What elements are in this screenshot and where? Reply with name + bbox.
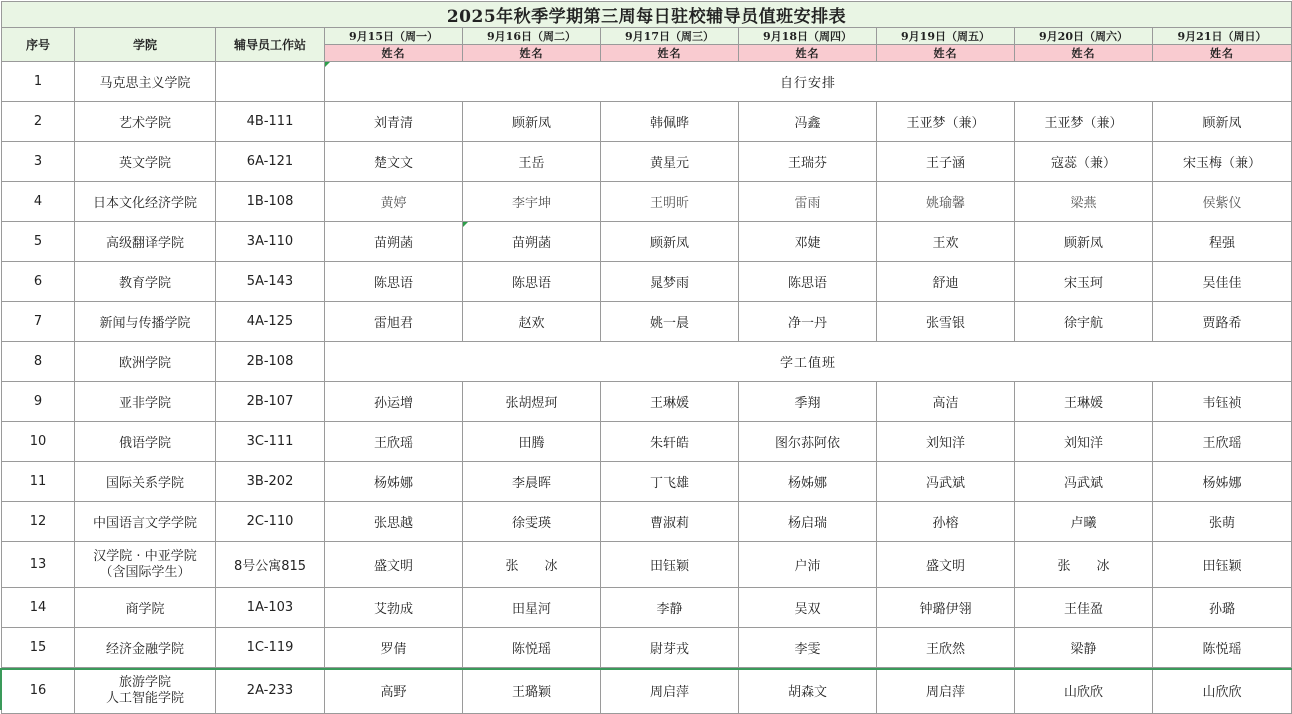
duty-name-fri[interactable]: 周启萍 [877,668,1015,714]
college-cell[interactable]: 国际关系学院 [75,462,216,502]
duty-name-mon[interactable]: 黄婷 [325,182,463,222]
seq-cell[interactable]: 4 [2,182,75,222]
college-cell[interactable]: 马克思主义学院 [75,62,216,102]
duty-name-sun[interactable]: 陈悦瑶 [1153,628,1292,668]
seq-cell[interactable]: 6 [2,262,75,302]
duty-name-wed[interactable]: 尉芽戎 [601,628,739,668]
duty-name-thu[interactable]: 冯鑫 [739,102,877,142]
duty-name-fri[interactable]: 冯武斌 [877,462,1015,502]
duty-name-mon[interactable]: 罗倩 [325,628,463,668]
duty-name-sat[interactable]: 徐宇航 [1015,302,1153,342]
college-cell[interactable] [75,542,216,588]
seq-cell[interactable]: 15 [2,628,75,668]
college-cell[interactable] [75,668,216,714]
office-cell[interactable]: 4A-125 [216,302,325,342]
name-header-tue: 姓名 [463,45,601,62]
date-header-sun: 9月21日（周日） [1153,28,1292,45]
duty-name-fri[interactable]: 盛文明 [877,542,1015,588]
duty-name-wed[interactable]: 王明昕 [601,182,739,222]
office-cell[interactable]: 4B-111 [216,102,325,142]
seq-cell[interactable]: 8 [2,342,75,382]
duty-name-thu[interactable]: 陈思语 [739,262,877,302]
duty-name-wed[interactable]: 王琳媛 [601,382,739,422]
table-row[interactable] [2,62,1292,102]
seq-cell[interactable]: 16 [2,668,75,714]
duty-name-wed[interactable]: 姚一晨 [601,302,739,342]
duty-name-thu[interactable]: 邓婕 [739,222,877,262]
duty-name-mon[interactable]: 楚文文 [325,142,463,182]
duty-name-sat[interactable]: 顾新凤 [1015,222,1153,262]
duty-name-wed[interactable]: 田钰颖 [601,542,739,588]
college-cell[interactable]: 高级翻译学院 [75,222,216,262]
seq-cell[interactable]: 14 [2,588,75,628]
duty-name-thu[interactable]: 杨姊娜 [739,462,877,502]
duty-name-tue[interactable]: 徐雯瑛 [463,502,601,542]
name-header-mon: 姓名 [325,45,463,62]
duty-name-mon[interactable]: 张思越 [325,502,463,542]
seq-cell[interactable]: 13 [2,542,75,588]
duty-name-tue[interactable]: 田腾 [463,422,601,462]
duty-name-thu[interactable]: 净一丹 [739,302,877,342]
college-cell[interactable]: 教育学院 [75,262,216,302]
duty-name-mon[interactable]: 雷旭君 [325,302,463,342]
table-row[interactable] [2,222,1292,262]
duty-name-thu[interactable]: 户沛 [739,542,877,588]
duty-name-fri[interactable]: 钟璐伊翎 [877,588,1015,628]
duty-name-wed[interactable]: 李静 [601,588,739,628]
table-row[interactable] [2,542,1292,588]
duty-name-tue[interactable]: 李宇坤 [463,182,601,222]
duty-name-mon[interactable]: 杨姊娜 [325,462,463,502]
duty-schedule-table [1,1,1292,714]
header-seq: 序号 [2,28,75,62]
duty-name-wed[interactable]: 周启萍 [601,668,739,714]
duty-name-sat[interactable]: 冯武斌 [1015,462,1153,502]
seq-cell[interactable]: 9 [2,382,75,422]
duty-name-tue[interactable]: 张 冰 [463,542,601,588]
name-header-sun: 姓名 [1153,45,1292,62]
name-header-fri: 姓名 [877,45,1015,62]
name-header-sat: 姓名 [1015,45,1153,62]
duty-name-sun[interactable]: 吴佳佳 [1153,262,1292,302]
duty-name-tue[interactable]: 赵欢 [463,302,601,342]
duty-name-sat[interactable]: 王亚梦（兼） [1015,102,1153,142]
office-cell[interactable]: 1B-108 [216,182,325,222]
date-header-mon: 9月15日（周一） [325,28,463,45]
duty-name-fri[interactable]: 王欢 [877,222,1015,262]
table-row[interactable] [2,382,1292,422]
table-row[interactable] [2,302,1292,342]
duty-name-mon[interactable]: 王欣瑶 [325,422,463,462]
table-row[interactable] [2,142,1292,182]
duty-name-sun[interactable]: 王欣瑶 [1153,422,1292,462]
duty-name-thu[interactable]: 王瑞芬 [739,142,877,182]
office-cell[interactable]: 2A-233 [216,668,325,714]
duty-name-mon[interactable]: 孙运增 [325,382,463,422]
duty-name-sun[interactable]: 杨姊娜 [1153,462,1292,502]
duty-name-sat[interactable]: 王佳盈 [1015,588,1153,628]
header-office: 辅导员工作站 [216,28,325,62]
duty-name-thu[interactable]: 杨启瑞 [739,502,877,542]
date-header-wed: 9月17日（周三） [601,28,739,45]
duty-name-wed[interactable]: 丁飞雄 [601,462,739,502]
date-header-row [2,28,1292,45]
duty-name-wed[interactable]: 曹淑莉 [601,502,739,542]
table-title: 2025年秋季学期第三周每日驻校辅导员值班安排表 [2,2,1292,28]
office-cell[interactable]: 2B-107 [216,382,325,422]
duty-name-sat[interactable]: 山欣欣 [1015,668,1153,714]
college-line: 汉学院 · 中亚学院 [93,548,197,564]
college-cell[interactable]: 英文学院 [75,142,216,182]
office-cell[interactable]: 3B-202 [216,462,325,502]
duty-name-sun[interactable]: 贾路希 [1153,302,1292,342]
merged-duty-cell[interactable]: 学工值班 [325,342,1292,382]
duty-name-sat[interactable]: 王琳媛 [1015,382,1153,422]
name-header-thu: 姓名 [739,45,877,62]
office-cell[interactable]: 1C-119 [216,628,325,668]
duty-name-fri[interactable]: 高洁 [877,382,1015,422]
seq-cell[interactable]: 3 [2,142,75,182]
college-cell[interactable]: 中国语言文学学院 [75,502,216,542]
duty-name-sat[interactable]: 张 冰 [1015,542,1153,588]
duty-name-sat[interactable]: 卢曦 [1015,502,1153,542]
seq-cell[interactable]: 11 [2,462,75,502]
duty-name-mon[interactable]: 陈思语 [325,262,463,302]
seq-cell[interactable]: 2 [2,102,75,142]
duty-name-tue[interactable]: 陈悦瑶 [463,628,601,668]
college-cell[interactable]: 俄语学院 [75,422,216,462]
table-row[interactable] [2,102,1292,142]
duty-name-sun[interactable]: 田钰颖 [1153,542,1292,588]
duty-name-sun[interactable]: 孙璐 [1153,588,1292,628]
duty-name-sun[interactable]: 程强 [1153,222,1292,262]
duty-name-tue[interactable]: 顾新凤 [463,102,601,142]
college-cell[interactable]: 经济金融学院 [75,628,216,668]
duty-name-tue[interactable]: 苗朔菡 [463,222,601,262]
table-row[interactable] [2,462,1292,502]
date-header-fri: 9月19日（周五） [877,28,1015,45]
seq-cell[interactable]: 12 [2,502,75,542]
duty-name-sun[interactable]: 顾新凤 [1153,102,1292,142]
duty-name-tue[interactable]: 张胡煜珂 [463,382,601,422]
duty-name-sat[interactable]: 刘知洋 [1015,422,1153,462]
office-cell[interactable]: 8号公寓815 [216,542,325,588]
title-row [2,2,1292,28]
duty-name-sat[interactable]: 寇蕊（兼） [1015,142,1153,182]
duty-name-sat[interactable]: 梁燕 [1015,182,1153,222]
duty-name-mon[interactable]: 苗朔菡 [325,222,463,262]
duty-name-fri[interactable]: 王亚梦（兼） [877,102,1015,142]
table-row[interactable] [2,342,1292,382]
duty-name-sat[interactable]: 梁静 [1015,628,1153,668]
table-row[interactable] [2,668,1292,714]
duty-name-thu[interactable]: 雷雨 [739,182,877,222]
duty-name-tue[interactable]: 李晨晖 [463,462,601,502]
office-cell[interactable] [216,62,325,102]
seq-cell[interactable]: 7 [2,302,75,342]
table-row[interactable] [2,502,1292,542]
date-header-thu: 9月18日（周四） [739,28,877,45]
duty-name-thu[interactable]: 胡森文 [739,668,877,714]
header-college: 学院 [75,28,216,62]
selection-border-left [0,668,2,710]
duty-name-mon[interactable]: 高野 [325,668,463,714]
office-cell[interactable]: 3A-110 [216,222,325,262]
duty-name-wed[interactable]: 顾新凤 [601,222,739,262]
duty-name-fri[interactable]: 刘知洋 [877,422,1015,462]
duty-name-sun[interactable]: 张萌 [1153,502,1292,542]
college-cell[interactable]: 亚非学院 [75,382,216,422]
office-cell[interactable]: 6A-121 [216,142,325,182]
duty-name-wed[interactable]: 韩佩晔 [601,102,739,142]
college-cell[interactable]: 新闻与传播学院 [75,302,216,342]
name-header-wed: 姓名 [601,45,739,62]
merged-duty-cell[interactable]: 自行安排 [325,62,1292,102]
seq-cell[interactable]: 5 [2,222,75,262]
office-cell[interactable]: 2B-108 [216,342,325,382]
duty-name-wed[interactable]: 晁梦雨 [601,262,739,302]
duty-name-tue[interactable]: 田星河 [463,588,601,628]
college-cell[interactable]: 欧洲学院 [75,342,216,382]
college-line: 人工智能学院 [105,690,184,706]
duty-name-fri[interactable]: 王欣然 [877,628,1015,668]
college-cell[interactable]: 艺术学院 [75,102,216,142]
duty-name-sun[interactable]: 侯紫仪 [1153,182,1292,222]
college-cell[interactable]: 日本文化经济学院 [75,182,216,222]
duty-name-mon[interactable]: 刘青清 [325,102,463,142]
duty-name-thu[interactable]: 季翔 [739,382,877,422]
office-cell[interactable]: 5A-143 [216,262,325,302]
duty-name-mon[interactable]: 艾勃成 [325,588,463,628]
table-row[interactable] [2,262,1292,302]
duty-name-mon[interactable]: 盛文明 [325,542,463,588]
duty-name-sun[interactable]: 宋玉梅（兼） [1153,142,1292,182]
office-cell[interactable]: 3C-111 [216,422,325,462]
duty-name-wed[interactable]: 黄星元 [601,142,739,182]
duty-name-sat[interactable]: 宋玉珂 [1015,262,1153,302]
duty-name-fri[interactable]: 姚瑜馨 [877,182,1015,222]
table-row[interactable] [2,588,1292,628]
duty-name-fri[interactable]: 舒迪 [877,262,1015,302]
table-row[interactable] [2,182,1292,222]
duty-name-wed[interactable]: 朱轩皓 [601,422,739,462]
duty-name-sun[interactable]: 山欣欣 [1153,668,1292,714]
seq-cell[interactable]: 1 [2,62,75,102]
date-header-tue: 9月16日（周二） [463,28,601,45]
duty-name-fri[interactable]: 孙榕 [877,502,1015,542]
duty-name-tue[interactable]: 陈思语 [463,262,601,302]
seq-cell[interactable]: 10 [2,422,75,462]
college-line: 旅游学院 [118,674,171,690]
duty-name-tue[interactable]: 王岳 [463,142,601,182]
duty-name-thu[interactable]: 李雯 [739,628,877,668]
duty-name-tue[interactable]: 王璐颖 [463,668,601,714]
date-header-sat: 9月20日（周六） [1015,28,1153,45]
college-line: （含国际学生） [99,564,191,580]
duty-name-fri[interactable]: 张雪银 [877,302,1015,342]
duty-name-fri[interactable]: 王子涵 [877,142,1015,182]
selection-border-bottom [0,668,1292,670]
table-row[interactable] [2,628,1292,668]
college-cell[interactable]: 商学院 [75,588,216,628]
duty-name-sun[interactable]: 韦钰祯 [1153,382,1292,422]
office-cell[interactable]: 1A-103 [216,588,325,628]
duty-name-thu[interactable]: 图尔荪阿依 [739,422,877,462]
duty-name-thu[interactable]: 吴双 [739,588,877,628]
table-row[interactable] [2,422,1292,462]
office-cell[interactable]: 2C-110 [216,502,325,542]
